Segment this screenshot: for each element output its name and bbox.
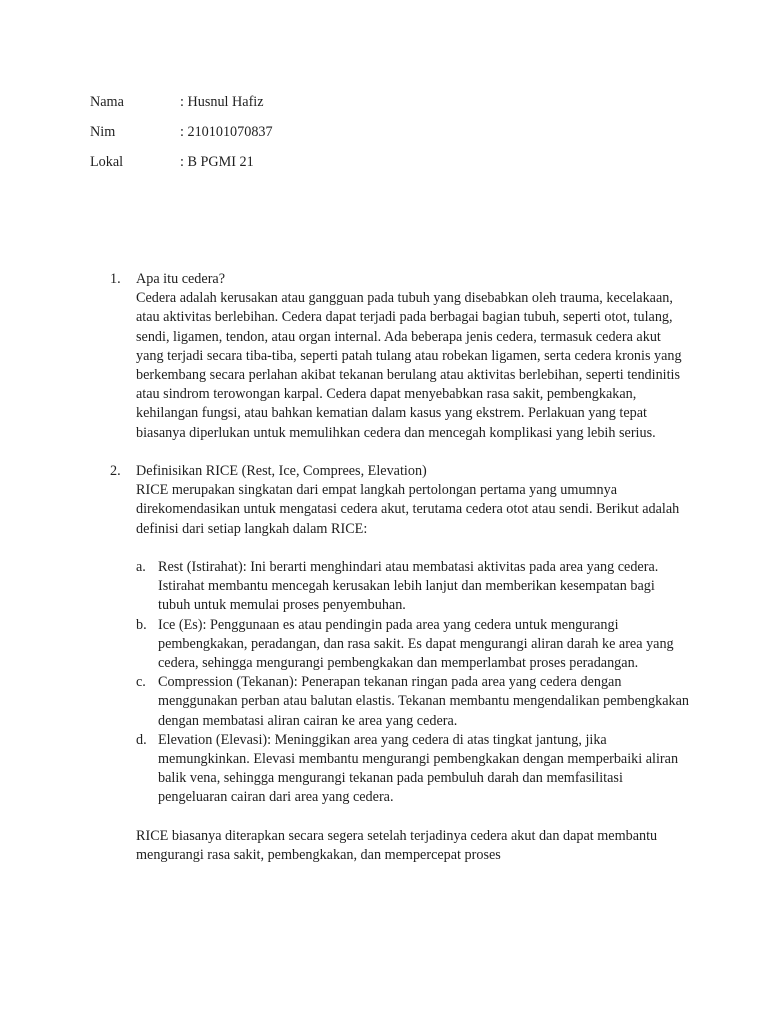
item-text: Ice (Es): Penggunaan es atau pendingin pada area yang cedera untuk mengurangi pembengkakan, peradangan, dan rasa sakit. Es dapat mengurangi aliran darah ke area yang cedera, sehingga mengurangi pembengkakan dan memperlambat proses peradangan.	[158, 616, 674, 672]
question-title: Apa itu cedera?	[136, 271, 226, 287]
question-answer: RICE merupakan singkatan dari empat langkah pertolongan pertama yang umumnya direkomendasikan untuk mengatasi cedera akut, terutama cedera otot atau sendi. Berikut adalah definisi dari setiap langkah dalam RICE:	[136, 482, 680, 537]
info-value: : B PGMI 21	[180, 154, 254, 170]
question-number: 1.	[110, 271, 121, 287]
question-body	[136, 270, 690, 443]
question-number: 2.	[110, 463, 121, 480]
info-row-nama	[90, 92, 273, 122]
question-answer: Cedera adalah kerusakan atau gangguan pada tubuh yang disebabkan oleh trauma, kecelakaan, atau aktivitas berlebihan. Cedera dapat terjadi pada berbagai bagian tubuh, seperti otot, tulang, sendi, ligamen, tendon, atau organ internal. Ada beberapa jenis cedera, termasuk cedera akut yang terjadi secara tiba-tiba, seperti patah tulang atau robekan ligamen, serta cedera kronis yang berkembang secara perlahan akibat tekanan berulang atau aktivitas berlebihan, seperti tendinitis atau sindrom terowongan karpal. Cedera dapat menyebabkan rasa sakit, pembengkakan, kehilangan fungsi, atau bahkan kematian dalam kasus yang ekstrem. Perlakuan yang tepat biasanya diperlukan untuk memulihkan cedera dan mencegah komplikasi yang lebih serius.	[136, 290, 682, 441]
info-row-lokal	[90, 152, 273, 182]
question-1	[110, 270, 690, 443]
question-title: Definisikan RICE (Rest, Ice, Comprees, Elevation)	[136, 463, 427, 480]
item-letter: c.	[136, 674, 146, 691]
rice-list	[136, 558, 690, 808]
rice-item-ice	[136, 616, 690, 674]
info-row-nim	[90, 122, 273, 152]
rice-item-elevation	[136, 731, 690, 808]
closing-paragraph: RICE biasanya diterapkan secara segera setelah terjadinya cedera akut dan dapat membantu mengurangi rasa sakit, pembengkakan, dan mempercepat proses	[136, 827, 658, 864]
item-letter: b.	[136, 616, 147, 633]
question-2	[110, 462, 690, 865]
rice-item-compression	[136, 673, 690, 731]
student-info	[90, 92, 273, 182]
spacer	[110, 443, 690, 462]
info-label: Lokal	[90, 154, 124, 170]
item-letter: a.	[136, 559, 146, 576]
rice-item-rest	[136, 558, 690, 616]
info-value: : Husnul Hafiz	[180, 94, 264, 110]
info-label: Nim	[90, 124, 116, 140]
item-text: Elevation (Elevasi): Meninggikan area yang cedera di atas tingkat jantung, jika memungkinkan. Elevasi membantu mengurangi pembengkakan dengan memperbaiki aliran balik vena, sehingga mengurangi tekanan pada pembuluh darah dan memfasilitasi pengeluaran cairan dari area yang cedera.	[158, 731, 679, 806]
item-text: Compression (Tekanan): Penerapan tekanan ringan pada area yang cedera dengan menggunakan perban atau balutan elastis. Tekanan membantu mengendalikan pembengkakan dengan membatasi aliran cairan ke area yang cedera.	[158, 674, 689, 729]
item-text: Rest (Istirahat): Ini berarti menghindari atau membatasi aktivitas pada area yang cedera. Istirahat membantu mencegah kerusakan lebih lanjut dan memberikan kesempatan bagi tubuh untuk memulai proses penyembuhan.	[158, 559, 659, 614]
info-label: Nama	[90, 94, 124, 110]
answers-section	[110, 270, 690, 865]
info-value: : 210101070837	[180, 124, 273, 140]
item-letter: d.	[136, 731, 147, 748]
question-body	[136, 462, 690, 865]
